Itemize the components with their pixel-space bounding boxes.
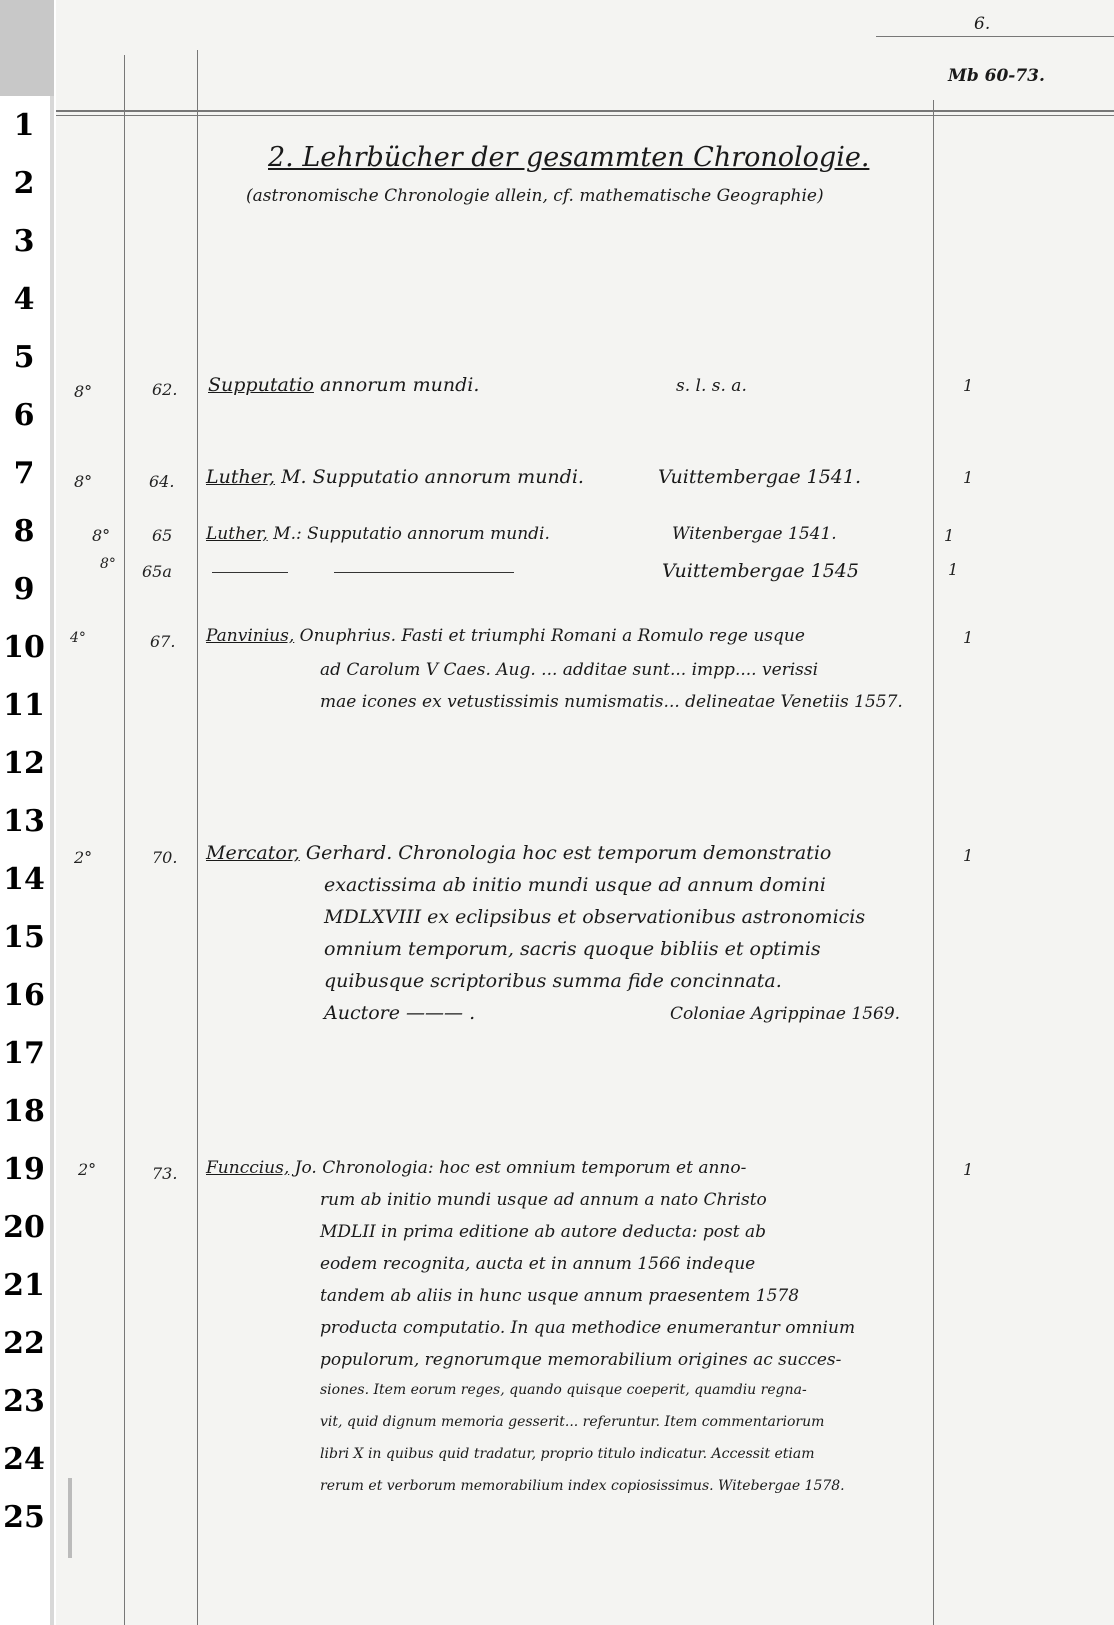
entry-line: omnium temporum, sacris quoque bibliis et optimis [324, 938, 821, 960]
entry-author [206, 626, 805, 646]
section-subtitle: (astronomische Chronologie allein, cf. mathematische Geographie) [246, 186, 824, 206]
gutter-edge [50, 96, 54, 1625]
entry-author [206, 524, 550, 544]
entry-line: siones. Item eorum reges, quando quisque coeperit, quamdiu regna- [320, 1382, 807, 1398]
entry-title: annorum mundi. [319, 374, 480, 396]
line-number: 20 [3, 1210, 45, 1245]
entry-number: 70. [152, 848, 178, 867]
entry-line: tandem ab aliis in hunc usque annum praesentem 1578 [320, 1286, 800, 1306]
entry-author-name: Luther, [206, 524, 268, 544]
entry-count: 1 [963, 1160, 974, 1179]
column-rule-number [197, 50, 198, 1625]
entry-count: 1 [948, 560, 959, 579]
entry-line: rum ab initio mundi usque ad annum a nato Christo [320, 1190, 767, 1210]
entry-imprint: s. l. s. a. [676, 376, 747, 396]
entry-format: 8° [74, 382, 93, 401]
entry-line: quibusque scriptoribus summa fide concinnata. [324, 970, 782, 992]
line-number: 1 [13, 108, 35, 143]
line-number: 4 [13, 282, 35, 317]
entry-title: Onuphrius. Fasti et triumphi Romani a Romulo rege usque [299, 626, 805, 646]
entry-format: 8° [100, 556, 116, 572]
entry-line: exactissima ab initio mundi usque ad annum domini [324, 874, 826, 896]
entry-number: 64. [149, 472, 175, 491]
column-rule-count [933, 100, 934, 1625]
entry-line: eodem recognita, aucta et in annum 1566 indeque [320, 1254, 756, 1274]
header-rule-second [56, 115, 1114, 116]
entry-line: mae icones ex vetustissimis numismatis... delineatae Venetiis 1557. [320, 692, 903, 712]
entry-author [206, 842, 831, 864]
line-number: 18 [3, 1094, 45, 1129]
line-number: 16 [3, 978, 45, 1013]
line-number: 7 [13, 456, 35, 491]
line-number: 22 [3, 1326, 45, 1361]
entry-number: 73. [152, 1164, 178, 1183]
line-number: 2 [13, 166, 35, 201]
line-number: 25 [3, 1500, 45, 1535]
ditto-line-title [334, 572, 514, 573]
entry-line: populorum, regnorumque memorabilium origines ac succes- [320, 1350, 842, 1370]
line-number: 13 [3, 804, 45, 839]
line-number: 21 [3, 1268, 45, 1303]
entry-line: MDLII in prima editione ab autore deducta: post ab [320, 1222, 767, 1242]
entry-line: producta computatio. In qua methodice enumerantur omnium [320, 1318, 856, 1338]
line-number: 19 [3, 1152, 45, 1187]
entry-count: 1 [963, 376, 974, 395]
entry-format: 8° [74, 472, 93, 491]
entry-author-name: Funccius, [206, 1158, 290, 1178]
line-number: 12 [3, 746, 45, 781]
line-number: 17 [3, 1036, 45, 1071]
entry-imprint: Vuittembergae 1545 [662, 560, 859, 582]
entry-number: 65 [152, 526, 173, 545]
entry-line: MDLXVIII ex eclipsibus et observationibus astronomicis [324, 906, 866, 928]
entry-number: 67. [150, 632, 176, 651]
entry-title: M. Supputatio annorum mundi. [281, 466, 584, 488]
entry-number: 65a [142, 562, 172, 581]
entry-count: 1 [963, 628, 974, 647]
gutter-header [0, 0, 54, 96]
entry-count: 1 [963, 468, 974, 487]
line-number-gutter [0, 0, 54, 1625]
entry-number: 62. [152, 380, 178, 399]
entry-title: Gerhard. Chronologia hoc est temporum demonstratio [305, 842, 832, 864]
entry-line: rerum et verborum memorabilium index copiosissimus. Witebergae 1578. [320, 1478, 845, 1494]
entry-imprint: Coloniae Agrippinae 1569. [670, 1004, 901, 1024]
line-number: 10 [3, 630, 45, 665]
binding-mark [68, 1478, 72, 1558]
entry-author-name: Panvinius, [206, 626, 295, 646]
line-number: 24 [3, 1442, 45, 1477]
entry-imprint: Vuittembergae 1541. [658, 466, 862, 488]
entry-count: 1 [963, 846, 974, 865]
line-number: 3 [13, 224, 35, 259]
entry-format: 8° [92, 526, 111, 545]
entry-line: vit, quid dignum memoria gesserit... referuntur. Item commentariorum [320, 1414, 825, 1430]
entry-imprint: Witenbergae 1541. [672, 524, 837, 544]
ledger-page [56, 0, 1114, 1625]
line-number: 6 [13, 398, 35, 433]
line-number: 11 [3, 688, 45, 723]
entry-author [206, 1158, 746, 1178]
page-number-rule [876, 36, 1114, 37]
column-rule-format [124, 55, 125, 1625]
entry-title: M.: Supputatio annorum mundi. [273, 524, 550, 544]
line-number: 14 [3, 862, 45, 897]
entry-format: 2° [78, 1160, 97, 1179]
entry-author [208, 374, 479, 396]
section-title: 2. Lehrbücher der gesammten Chronologie. [268, 142, 870, 173]
line-number: 15 [3, 920, 45, 955]
shelfmark: Mb 60-73. [948, 66, 1045, 86]
page-number: 6. [974, 14, 991, 34]
entry-author [206, 466, 584, 488]
entry-title: Jo. Chronologia: hoc est omnium temporum et anno- [294, 1158, 747, 1178]
entry-line: Auctore ——— . [324, 1002, 476, 1024]
entry-author-name: Luther, [206, 466, 276, 488]
entry-count: 1 [944, 526, 955, 545]
entry-format: 2° [74, 848, 93, 867]
entry-author-name: Supputatio [208, 374, 314, 396]
line-number: 23 [3, 1384, 45, 1419]
entry-line: libri X in quibus quid tradatur, proprio titulo indicatur. Accessit etiam [320, 1446, 815, 1462]
entry-format: 4° [70, 630, 86, 646]
line-number: 8 [13, 514, 35, 549]
line-number: 9 [13, 572, 35, 607]
ditto-line-author [212, 572, 288, 573]
entry-author-name: Mercator, [206, 842, 300, 864]
header-rule [56, 110, 1114, 112]
entry-line: ad Carolum V Caes. Aug. ... additae sunt... impp.... verissi [320, 660, 819, 680]
line-number: 5 [13, 340, 35, 375]
